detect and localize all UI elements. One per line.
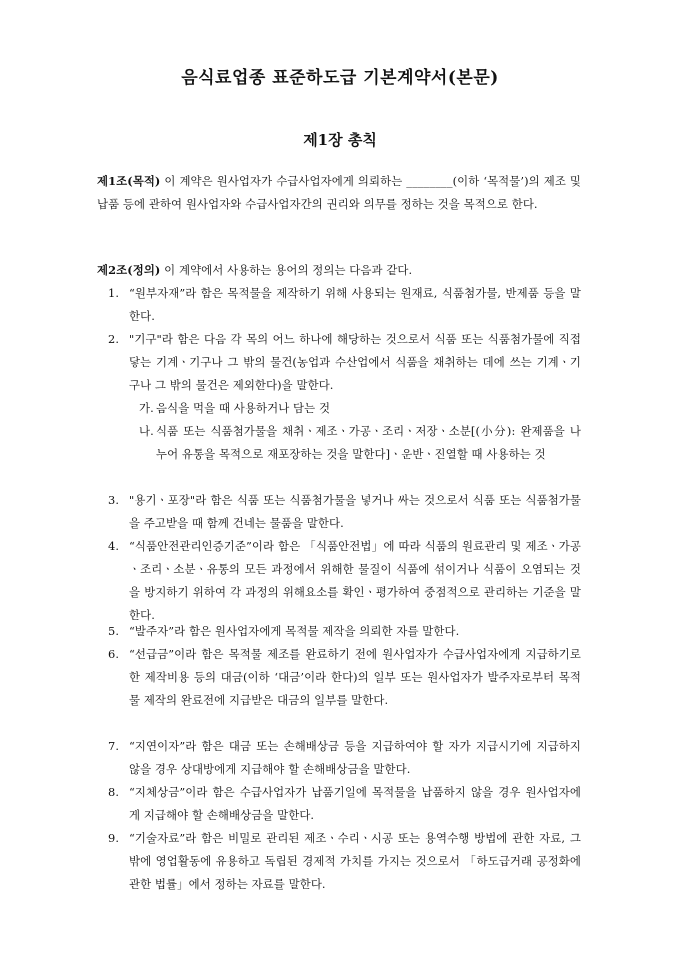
subitem-number: 나.: [139, 424, 154, 438]
document-title: 음식료업종 표준하도급 기본계약서(본문): [181, 68, 499, 88]
item-text: "기구"라 함은 다음 각 목의 어느 하나에 해당하는 것으로서 식품 또는 식품첨가물에 직접 닿는 기계ㆍ기구나 그 밖의 물건(농업과 수산업에서 식품을 채취하는 데에 쓰는 기계ㆍ기구나 그 밖의 물건은 제외한다)을 말한다.: [129, 332, 581, 392]
definition-item-6: [108, 643, 581, 712]
item-text: “발주자”라 함은 원사업자에게 목적물 제작을 의뢰한 자를 말한다.: [129, 624, 460, 638]
subitem-text: 음식을 먹을 때 사용하거나 담는 것: [156, 401, 331, 415]
item-number: 3.: [108, 493, 120, 507]
item-number: 8.: [108, 785, 120, 799]
article-2-intro: 이 계약에서 사용하는 용어의 정의는 다음과 같다.: [160, 263, 413, 277]
article-2-heading: 제2조(정의): [97, 263, 161, 277]
item-number: 5.: [108, 624, 120, 638]
definition-subitem-ga: [139, 397, 581, 420]
definition-item-3: [108, 489, 581, 535]
item-text: "용기ㆍ포장"라 함은 식품 또는 식품첨가물을 넣거나 싸는 것으로서 식품 또는 식품첨가물을 주고받을 때 함께 건네는 물품을 말한다.: [129, 493, 581, 530]
chapter-heading: 제1장 총칙: [303, 131, 377, 149]
definition-item-5: [108, 620, 581, 643]
definition-item-1: [108, 282, 581, 328]
subitem-text: 식품 또는 식품첨가물을 채취ㆍ제조ㆍ가공ㆍ조리ㆍ저장ㆍ소분[(小分): 완제품을 나누어 유통을 목적으로 재포장하는 것을 말한다]ㆍ운반ㆍ진열할 때 사용하는 것: [156, 424, 581, 461]
item-text: “지연이자”라 함은 대금 또는 손해배상금 등을 지급하여야 할 자가 지급시기에 지급하지 않을 경우 상대방에게 지급해야 할 손해배상금을 말한다.: [129, 739, 581, 776]
item-text: “원부자재”라 함은 목적물을 제작하기 위해 사용되는 원재료, 식품첨가물, 반제품 등을 말한다.: [129, 286, 581, 323]
item-number: 4.: [108, 539, 120, 553]
item-number: 2.: [108, 332, 120, 346]
article-1: [97, 170, 581, 216]
definition-item-8: [108, 781, 581, 827]
article-1-heading: 제1조(목적): [97, 174, 161, 188]
item-number: 6.: [108, 647, 120, 661]
definition-item-2: [108, 328, 581, 397]
definition-item-9: [108, 827, 581, 896]
definition-item-4: [108, 535, 581, 627]
definition-item-7: [108, 735, 581, 781]
item-number: 9.: [108, 831, 120, 845]
subitem-number: 가.: [139, 401, 154, 415]
item-text: “기술자료”라 함은 비밀로 관리된 제조ㆍ수리ㆍ시공 또는 용역수행 방법에 관한 자료, 그 밖에 영업활동에 유용하고 독립된 경제적 가치를 가지는 것으로서 「하도급거래 공정화에 관한 법률」에서 정하는 자료를 말한다.: [129, 831, 581, 891]
article-2: [97, 259, 581, 282]
item-text: “지체상금”이라 함은 수급사업자가 납품기일에 목적물을 납품하지 않을 경우 원사업자에게 지급해야 할 손해배상금을 말한다.: [129, 785, 581, 822]
item-text: “식품안전관리인증기준”이라 함은 「식품안전법」에 따라 식품의 원료관리 및 제조ㆍ가공ㆍ조리ㆍ소분ㆍ유통의 모든 과정에서 위해한 물질이 식품에 섞이거나 식품이 오염되는 것을 방지하기 위하여 각 과정의 위해요소를 확인ㆍ평가하여 중점적으로 관리하는 기준을 말한다.: [129, 539, 581, 622]
article-1-text: 이 계약은 원사업자가 수급사업자에게 의뢰하는 ________(이하 ‘목적물’)의 제조 및 납품 등에 관하여 원사업자와 수급사업자간의 권리와 의무를 정하는 것을 목적으로 한다.: [97, 174, 581, 211]
item-text: “선급금”이라 함은 목적물 제조를 완료하기 전에 원사업자가 수급사업자에게 지급하기로 한 제작비용 등의 대금(이하 ‘대금’이라 한다)의 일부 또는 원사업자가 발주자로부터 목적물 제작의 완료전에 지급받은 대금의 일부를 말한다.: [129, 647, 581, 707]
definition-subitem-na: [139, 420, 581, 466]
item-number: 7.: [108, 739, 120, 753]
item-number: 1.: [108, 286, 120, 300]
